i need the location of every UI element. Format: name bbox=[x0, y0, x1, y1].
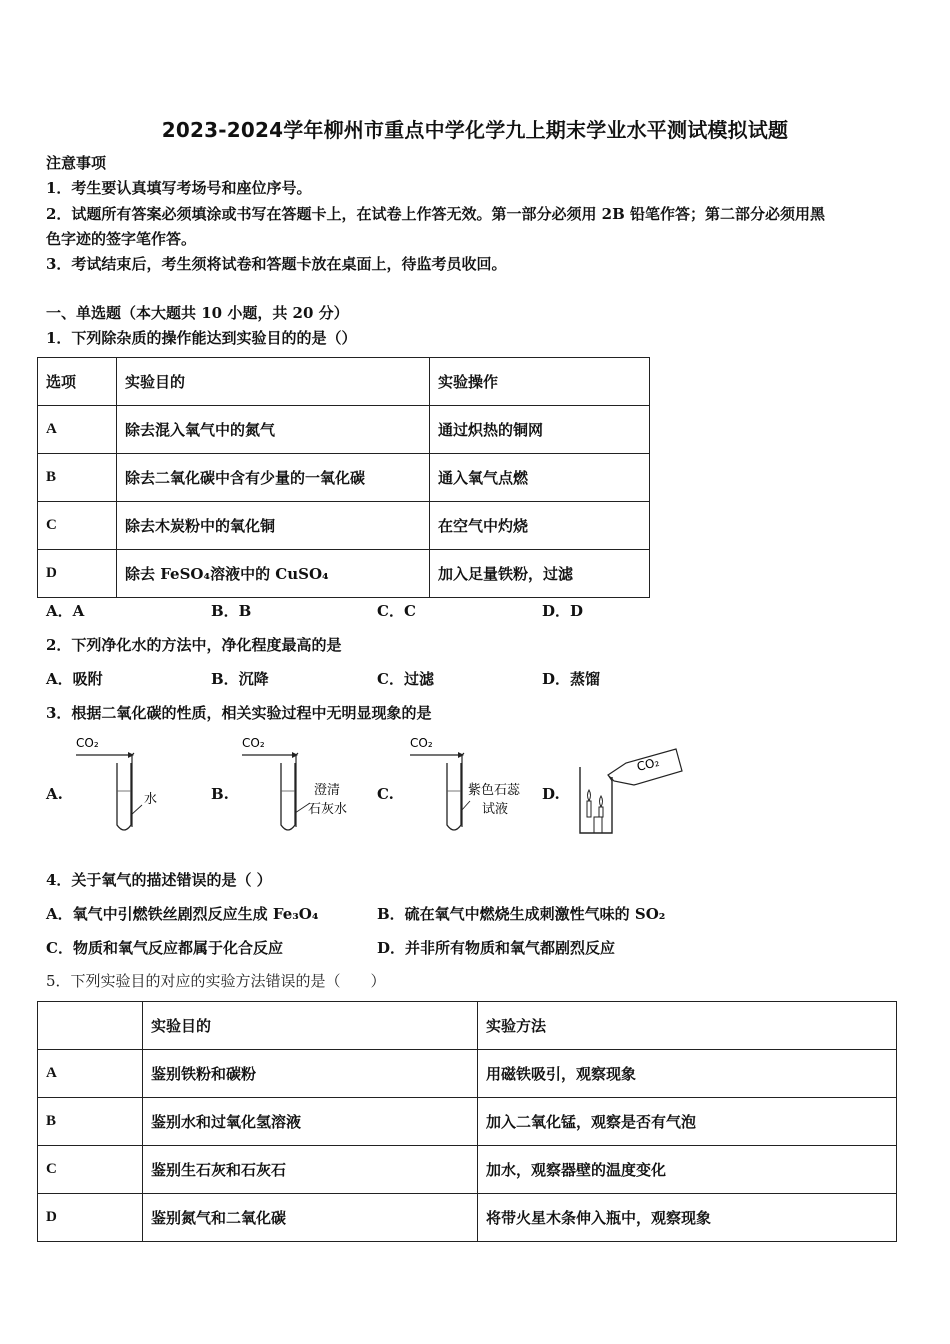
candle-high bbox=[599, 807, 603, 817]
q3-choice-c: C. bbox=[377, 785, 394, 803]
figure-a-tube-water bbox=[72, 733, 172, 837]
table-row bbox=[38, 1098, 897, 1146]
table-row bbox=[38, 550, 650, 598]
purpose-cell: 鉴别水和过氧化氢溶液 bbox=[143, 1098, 478, 1146]
notice-heading: 注意事项 bbox=[46, 154, 107, 172]
operation-cell: 加入足量铁粉，过滤 bbox=[430, 550, 650, 598]
table-row bbox=[38, 406, 650, 454]
table-header-cell: 选项 bbox=[38, 358, 117, 406]
co2-bottle-label: CO₂ bbox=[635, 754, 661, 774]
co2-label: CO₂ bbox=[410, 736, 433, 750]
q3-stem: 3．根据二氧化碳的性质，相关实验过程中无明显现象的是 bbox=[46, 704, 432, 722]
q5-stem: 5．下列实验目的对应的实验方法错误的是（ ） bbox=[46, 972, 386, 990]
q5-table bbox=[37, 1001, 897, 1242]
table-header-cell: 实验方法 bbox=[478, 1002, 897, 1050]
q4-choice-b: B．硫在氧气中燃烧生成刺激性气味的 SO₂ bbox=[377, 905, 666, 923]
figure-c-tube-litmus bbox=[406, 733, 536, 837]
method-cell: 将带火星木条伸入瓶中，观察现象 bbox=[478, 1194, 897, 1242]
purpose-cell: 除去二氧化碳中含有少量的一氧化碳 bbox=[117, 454, 430, 502]
purpose-cell: 除去木炭粉中的氧化铜 bbox=[117, 502, 430, 550]
q2-choice-c: C．过滤 bbox=[377, 670, 434, 688]
q4-choice-d: D．并非所有物质和氧气都剧烈反应 bbox=[377, 939, 616, 957]
q2-stem: 2．下列净化水的方法中，净化程度最高的是 bbox=[46, 636, 342, 654]
purpose-cell: 除去混入氧气中的氮气 bbox=[117, 406, 430, 454]
notice-item-1: 1．考生要认真填写考场号和座位序号。 bbox=[46, 179, 312, 197]
q2-choice-b: B．沉降 bbox=[211, 670, 269, 688]
stair-step bbox=[594, 817, 602, 833]
option-cell: C bbox=[38, 1146, 143, 1194]
litmus-label-1: 紫色石蕊 bbox=[468, 783, 521, 798]
q1-choice-b: B．B bbox=[211, 602, 252, 620]
purpose-cell: 鉴别氮气和二氧化碳 bbox=[143, 1194, 478, 1242]
table-header-row bbox=[38, 358, 650, 406]
flame-icon bbox=[588, 790, 591, 801]
test-tube bbox=[281, 763, 295, 830]
test-tube bbox=[117, 763, 131, 830]
delivery-tube bbox=[296, 753, 298, 827]
arrow-head-icon bbox=[128, 752, 134, 758]
purpose-cell: 鉴别铁粉和碳粉 bbox=[143, 1050, 478, 1098]
q3-choice-b: B. bbox=[211, 785, 229, 803]
flame-icon bbox=[600, 796, 603, 807]
table-header-cell: 实验目的 bbox=[143, 1002, 478, 1050]
operation-cell: 通过炽热的铜网 bbox=[430, 406, 650, 454]
q3-choice-a: A. bbox=[46, 785, 63, 803]
table-header-cell: 实验操作 bbox=[430, 358, 650, 406]
co2-label: CO₂ bbox=[242, 736, 265, 750]
method-cell: 加水，观察器壁的温度变化 bbox=[478, 1146, 897, 1194]
q1-stem: 1．下列除杂质的操作能达到实验目的的是（） bbox=[46, 329, 357, 347]
table-header-cell: 实验目的 bbox=[117, 358, 430, 406]
page-title: 2023-2024学年柳州市重点中学化学九上期末学业水平测试模拟试题 bbox=[161, 118, 789, 142]
option-cell: D bbox=[38, 550, 117, 598]
q2-choice-d: D．蒸馏 bbox=[542, 670, 601, 688]
q4-choice-a: A．氧气中引燃铁丝剧烈反应生成 Fe₃O₄ bbox=[46, 905, 319, 923]
leader-line bbox=[131, 805, 142, 815]
operation-cell: 通入氧气点燃 bbox=[430, 454, 650, 502]
delivery-tube bbox=[132, 753, 134, 827]
delivery-tube bbox=[462, 753, 464, 827]
q1-choice-c: C．C bbox=[377, 602, 416, 620]
table-row bbox=[38, 1146, 897, 1194]
limewater-label-1: 澄清 bbox=[314, 783, 341, 798]
q4-stem: 4．关于氧气的描述错误的是（ ） bbox=[46, 871, 272, 889]
table-row bbox=[38, 502, 650, 550]
option-cell: A bbox=[38, 1050, 143, 1098]
option-cell: D bbox=[38, 1194, 143, 1242]
table-row bbox=[38, 1050, 897, 1098]
q1-table bbox=[37, 357, 650, 598]
notice-item-2: 2．试题所有答案必须填涂或书写在答题卡上，在试卷上作答无效。第一部分必须用 2B 铅笔作答；第二部分必须用黑 bbox=[46, 205, 826, 223]
section-heading: 一、单选题（本大题共 10 小题，共 20 分） bbox=[46, 304, 349, 322]
table-row bbox=[38, 454, 650, 502]
purpose-cell: 鉴别生石灰和石灰石 bbox=[143, 1146, 478, 1194]
q4-choice-c: C．物质和氧气反应都属于化合反应 bbox=[46, 939, 283, 957]
candle-low bbox=[587, 801, 591, 817]
notice-item-2-cont: 色字迹的签字笔作答。 bbox=[46, 230, 197, 248]
option-cell: B bbox=[38, 1098, 143, 1146]
method-cell: 加入二氧化锰，观察是否有气泡 bbox=[478, 1098, 897, 1146]
option-cell: B bbox=[38, 454, 117, 502]
table-header-cell bbox=[38, 1002, 143, 1050]
figure-d-candles-beaker bbox=[568, 745, 698, 840]
option-cell: C bbox=[38, 502, 117, 550]
water-label: 水 bbox=[144, 792, 158, 807]
figure-b-tube-limewater bbox=[238, 733, 363, 837]
option-cell: A bbox=[38, 406, 117, 454]
q1-choice-d: D．D bbox=[542, 602, 584, 620]
method-cell: 用磁铁吸引，观察现象 bbox=[478, 1050, 897, 1098]
table-header-row bbox=[38, 1002, 897, 1050]
q2-choice-a: A．吸附 bbox=[46, 670, 103, 688]
co2-label: CO₂ bbox=[76, 736, 99, 750]
arrow-head-icon bbox=[458, 752, 464, 758]
litmus-label-2: 试液 bbox=[482, 802, 509, 817]
limewater-label-2: 石灰水 bbox=[308, 802, 348, 817]
beaker bbox=[580, 767, 612, 833]
q1-choice-a: A．A bbox=[46, 602, 85, 620]
arrow-head-icon bbox=[292, 752, 298, 758]
table-row bbox=[38, 1194, 897, 1242]
purpose-cell: 除去 FeSO₄溶液中的 CuSO₄ bbox=[117, 550, 430, 598]
test-tube bbox=[447, 763, 461, 830]
notice-item-3: 3．考试结束后，考生须将试卷和答题卡放在桌面上，待监考员收回。 bbox=[46, 255, 507, 273]
operation-cell: 在空气中灼烧 bbox=[430, 502, 650, 550]
q3-choice-d: D. bbox=[542, 785, 560, 803]
